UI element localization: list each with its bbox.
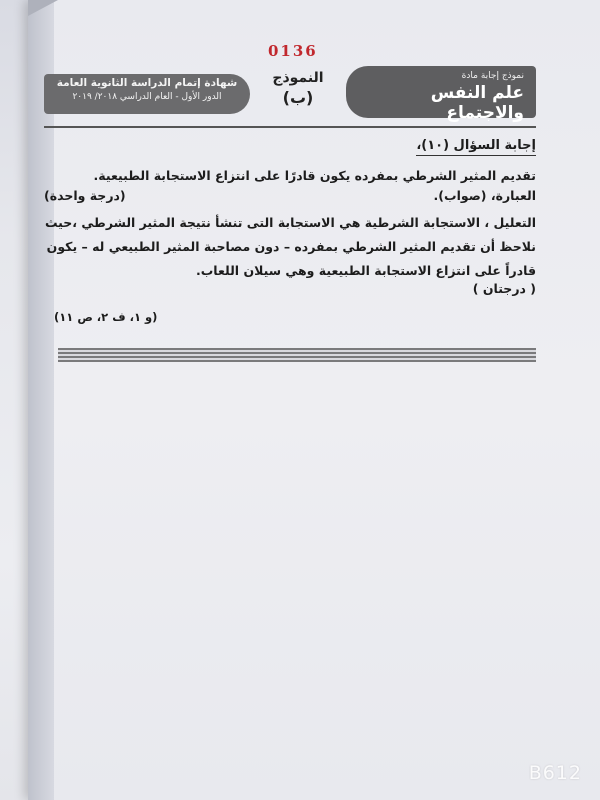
verdict: العبارة، (صواب). — [433, 188, 536, 203]
answer-statement: تقديم المثير الشرطي بمفرده يكون قادرًا على انتزاع الاستجابة الطبيعية. — [93, 168, 536, 183]
code-number: 0136 — [268, 42, 318, 60]
subject-banner — [346, 66, 536, 123]
certificate-banner — [44, 74, 250, 114]
reference: (و ١، ف ٢، ص ١١) — [54, 310, 158, 324]
justification-grade-row — [44, 281, 536, 296]
bottom-divider — [58, 348, 536, 362]
corner-fold — [28, 0, 58, 16]
justification-grade: ( درجتان ) — [472, 281, 536, 296]
camera-watermark: B612 — [528, 762, 582, 784]
session-line: الدور الأول - العام الدراسي ٢٠١٨/ ٢٠١٩ — [72, 92, 222, 102]
subject-title: علم النفس والاجتماع — [430, 83, 524, 123]
certificate-title: شهادة إتمام الدراسة الثانوية العامة — [56, 77, 238, 89]
verdict-grade: (درجة واحدة) — [44, 188, 126, 203]
answer-content — [44, 126, 536, 324]
answer-sheet-header — [44, 66, 536, 123]
divider — [44, 126, 536, 128]
model-box — [258, 66, 338, 118]
page-edge — [28, 0, 54, 800]
question-title: إجابة السؤال (١٠)، — [416, 138, 536, 156]
model-label: النموذج — [272, 70, 324, 86]
justification: التعليل ، الاستجابة الشرطية هي الاستجابة التى تنشأ نتيجة المثير الشرطي ،حيث نلاحظ أن تقديم المثير الشرطي بمفرده – دون مصاحبة المثير الطبيعي له – يكون قادراً على انتزاع الاستجابة الطبيعية وهي سيلان اللعاب. — [44, 215, 536, 278]
verdict-row — [44, 188, 536, 203]
subject-caption: نموذج إجابة مادة — [461, 71, 524, 81]
model-variant: (ب) — [282, 88, 314, 107]
